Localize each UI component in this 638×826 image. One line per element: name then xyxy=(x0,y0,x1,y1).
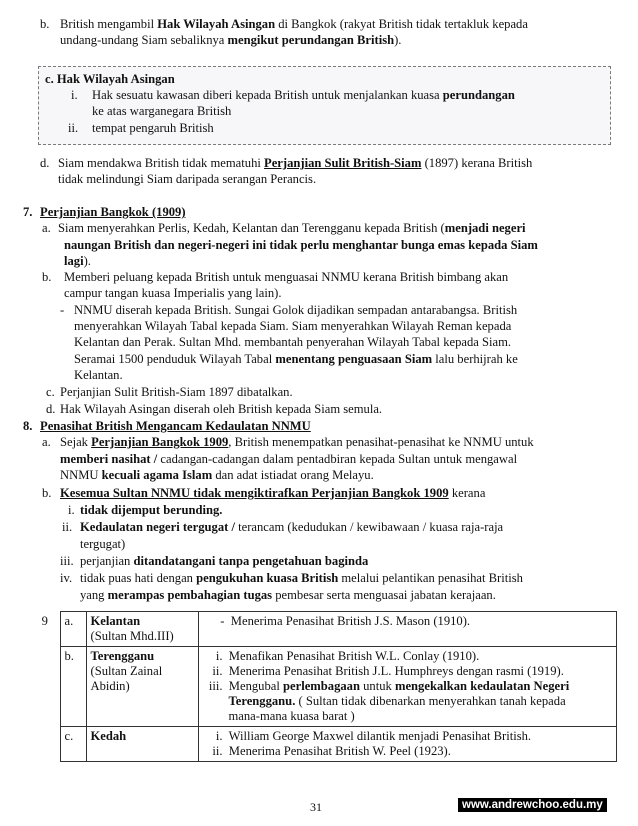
item-8b-iv-num: iv. xyxy=(60,571,73,585)
row-state: Kedah xyxy=(86,727,198,762)
section-9-table xyxy=(30,611,617,762)
item-7-dash-line5: Kelantan. xyxy=(74,368,123,382)
row-state: Kelantan (Sultan Mhd.III) xyxy=(86,612,198,647)
box-item-ii-num: ii. xyxy=(68,121,79,135)
item-7-dash-line3: Kelantan dan Perak. Sultan Mhd. membantah penyerahan Wilayah Tabal kepada Siam. xyxy=(74,335,512,349)
item-8b-i-text: tidak dijemput berunding. xyxy=(80,503,223,517)
row-letter: a. xyxy=(60,612,86,647)
item-7-dash-line2: menyerahkan Wilayah Tabal kepada Siam. Siam menyerahkan Wilayah Reman kepada xyxy=(74,319,512,333)
item-8b-i-num: i. xyxy=(68,503,75,517)
section-8-num: 8. xyxy=(23,419,33,433)
item-7-dash: - xyxy=(60,303,65,317)
item-6d-line2: tidak melindungi Siam daripada serangan Perancis. xyxy=(58,172,317,186)
item-7a-line1: Siam menyerahkan Perlis, Kedah, Kelantan dan Terengganu kepada British (menjadi negeri xyxy=(58,221,526,235)
item-7d-text: Hak Wilayah Asingan diserah oleh British kepada Siam semula. xyxy=(60,402,383,416)
section-7-title: Perjanjian Bangkok (1909) xyxy=(40,205,186,219)
item-8b-iv-line1: tidak puas hati dengan pengukuhan kuasa British melalui pelantikan penasihat British xyxy=(80,571,523,585)
item-6b-line1: British mengambil Hak Wilayah Asingan di Bangkok (rakyat British tidak tertakluk kepada xyxy=(60,17,528,31)
item-7d-label: d. xyxy=(46,402,56,416)
table-row xyxy=(30,647,617,727)
item-8b-iv-line2: yang merampas pembahagian tugas pembesar serta menguasai jabatan kerajaan. xyxy=(80,588,496,602)
box-item-i-line1: Hak sesuatu kawasan diberi kepada British untuk menjalankan kuasa perundangan xyxy=(92,88,515,102)
item-8a-label: a. xyxy=(42,435,51,449)
box-heading: c. Hak Wilayah Asingan xyxy=(45,72,175,86)
item-6b-label: b. xyxy=(40,17,50,31)
table-row xyxy=(30,612,617,647)
item-8a-line3: NNMU kecuali agama Islam dan adat istiadat orang Melayu. xyxy=(60,468,374,482)
section-7-num: 7. xyxy=(23,205,33,219)
page-number: 31 xyxy=(310,800,322,814)
row-details: - Menerima Penasihat British J.S. Mason (1910). xyxy=(198,612,617,647)
box-item-ii-text: tempat pengaruh British xyxy=(92,121,214,135)
item-8b-iii-text: perjanjian ditandatangani tanpa pengetahuan baginda xyxy=(80,554,369,568)
box-item-i-num: i. xyxy=(71,88,78,102)
item-8b-ii-line1: Kedaulatan negeri tergugat / terancam (kedudukan / kewibawaan / kuasa raja-raja xyxy=(80,520,504,534)
item-7b-line2: campur tangan kuasa Imperialis yang lain). xyxy=(64,286,282,300)
section-9-num: 9 xyxy=(41,613,48,628)
item-7b-line1: Memberi peluang kepada British untuk menguasai NNMU kerana British bimbang akan xyxy=(64,270,509,284)
row-details: i. William George Maxwel dilantik menjadi Penasihat British. ii. Menerima Penasihat British W. Peel (1923). xyxy=(198,727,617,762)
item-7c-text: Perjanjian Sulit British-Siam 1897 dibatalkan. xyxy=(60,385,293,399)
item-8b-line1: Kesemua Sultan NNMU tidak mengiktirafkan Perjanjian Bangkok 1909 kerana xyxy=(60,486,486,500)
item-8a-line2: memberi nasihat / cadangan-cadangan dalam pentadbiran kepada Sultan untuk mengawal xyxy=(60,452,518,466)
item-7a-line2: naungan British dan negeri-negeri ini tidak perlu menghantar bunga emas kepada Siam xyxy=(64,238,538,252)
item-8b-label: b. xyxy=(42,486,52,500)
item-6d-label: d. xyxy=(40,156,50,170)
item-6d-line1: Siam mendakwa British tidak mematuhi Perjanjian Sulit British-Siam (1897) kerana British xyxy=(58,156,533,170)
item-7b-label: b. xyxy=(42,270,52,284)
website-url[interactable]: www.andrewchoo.edu.my xyxy=(458,798,607,812)
row-state: Terengganu (Sultan Zainal Abidin) xyxy=(86,647,198,727)
item-6b-line2: undang-undang Siam sebaliknya mengikut perundangan British). xyxy=(60,33,402,47)
item-8a-line1: Sejak Perjanjian Bangkok 1909, British menempatkan penasihat-penasihat ke NNMU untuk xyxy=(60,435,534,449)
item-8b-iii-num: iii. xyxy=(60,554,74,568)
table-row xyxy=(30,727,617,762)
item-7a-line3: lagi). xyxy=(64,254,91,268)
row-letter: b. xyxy=(60,647,86,727)
item-7-dash-line4: Seramai 1500 penduduk Wilayah Tabal menentang penguasaan Siam lalu berhijrah ke xyxy=(74,352,518,366)
section-8-title: Penasihat British Mengancam Kedaulatan NNMU xyxy=(40,419,311,433)
item-7c-label: c. xyxy=(46,385,55,399)
row-details: i. Menafikan Penasihat British W.L. Conlay (1910). ii. Menerima Penasihat British J.L. Humphreys dengan rasmi (1919). iii. Mengubal perlembagaan untuk mengekalkan kedaulatan Negeri Terengganu. ( Sultan tidak dibenarkan menyerahkan tanah kepada mana-mana kuasa barat ) xyxy=(198,647,617,727)
item-8b-ii-line2: tergugat) xyxy=(80,537,126,551)
row-letter: c. xyxy=(60,727,86,762)
item-8b-ii-num: ii. xyxy=(62,520,73,534)
item-7-dash-line1: NNMU diserah kepada British. Sungai Golok dijadikan sempadan antarabangsa. British xyxy=(74,303,518,317)
item-7a-label: a. xyxy=(42,221,51,235)
box-item-i-line2: ke atas warganegara British xyxy=(92,104,232,118)
